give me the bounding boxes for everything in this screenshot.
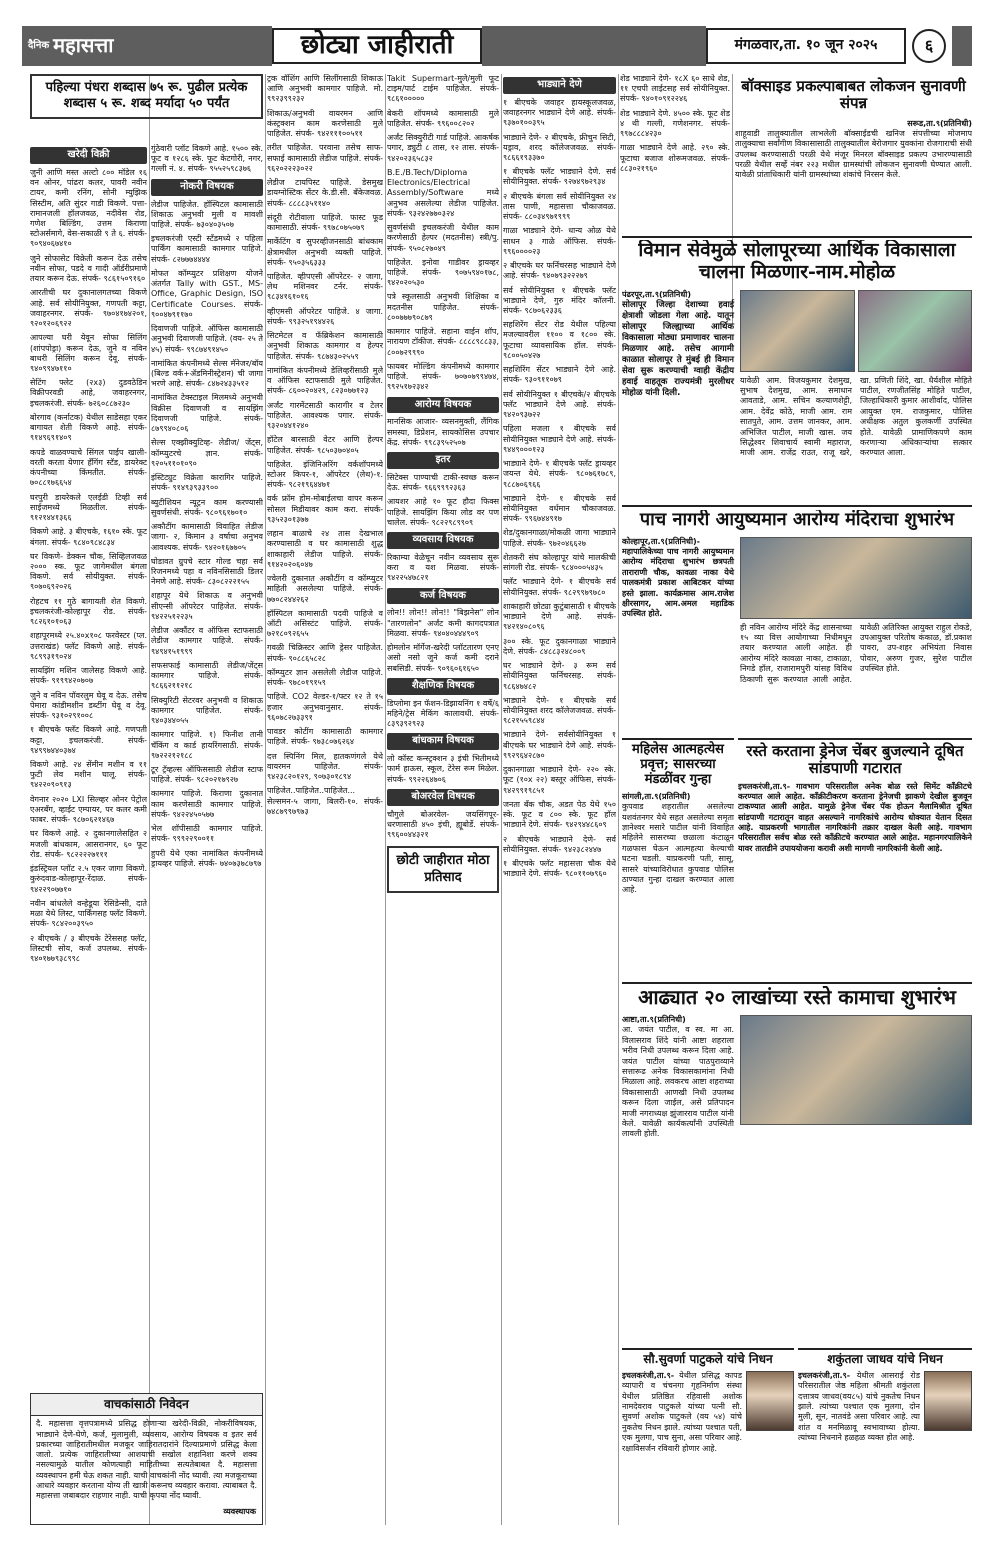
section-header-construction: बांधकाम विषयक [387, 733, 499, 750]
dateline: कोल्हापूर,ता.९(प्रतिनिधी)- [622, 536, 700, 546]
ad-list [151, 144, 263, 175]
classified-ad: ट्रक वॉशिंग आणि सिलींगसाठी शिकाऊ आणि अनुभवी कामगार पाहिजे. मो. ९९२३९९२३२ [267, 74, 383, 104]
classified-ad: पाहिजेत. इनोवा गाडीवर ड्रायव्हर पाहिजे. संपर्क- ९०७५९४०१७८, ९४२०२०५३० [387, 257, 499, 288]
news-story-solapur [622, 240, 972, 550]
classified-ad: दत्त स्पिनिंग मिल, हातकणंगले येथे वायरमन पाहिजेत. संपर्क- ९४२३८२०१२९, ९०७३०१८९४ [267, 751, 383, 782]
classified-ad: मानसिक आजार- व्यसनमुक्ती, लैंगिक समस्या, डिप्रेशन, सायकोसिस उपचार केंद्र. संपर्क- ९९८३९५२५०७ [387, 417, 499, 447]
classified-ad: विकणे आहे. २४ सेंमीन मशीन व ११ फुटी लेव मशीन घालू. संपर्क- ९४२२०९०९१३ [30, 759, 147, 790]
section-header-business: व्यवसाय विषयक [387, 532, 499, 549]
classified-ad: कामगार पाहिजे. सहाना वाईन शॉप, नारायण टॉकीज. संपर्क- ८८८८९८८३३, ८००७२९९९० [387, 327, 499, 357]
classified-ad: मार्केटिंग व सुपरव्हीजनसाठी बांधकाम क्षेत्रामधील अनुभवी व्यक्ती पाहिजे. संपर्क- ९५०३५६३३३ [267, 237, 383, 267]
headline: सौ.सुवर्णा पाटुकले यांचे निधन [643, 1352, 773, 1366]
classified-ad: कामगार पाहिजे. १) फिनीश तानी चॅकिंग व कार्ड हायरिंगसाठी. संपर्क- ९७२२२१२१८८ [151, 730, 263, 760]
headline: रस्ते करताना ड्रेनेज चेंबर बुजल्याने दूषित सांडपाणी गटारात [746, 742, 964, 778]
section-header-loan: कर्ज विषयक [387, 588, 499, 605]
classified-ad: भेल शॉपीसाठी कामगार पाहिजे. संपर्क- ९९९२२९००११ [151, 824, 263, 844]
column-4 [387, 74, 499, 1525]
classified-ad: भाड्याने देणे- १ बीएचके सर्व सोयीनियुक्त शरद कॉलेजजवळ. संपर्क- ९८२१५५९८४४ [503, 695, 616, 726]
section-header-misc: इतर [387, 452, 499, 469]
section-header-rent: भाड्याने देणे [503, 77, 616, 94]
dateline: सरूड,ता.९(प्रतिनिधी) [907, 118, 972, 128]
story-lead: महापालिकेच्या पाच नागरी आयुष्यमान आरोग्य मंदिराचा शुभारंभ छत्रपती ताराराणी चौक, कावळा नाका येथे पालकमंत्री प्रकाश आबिटकर यांच्या हस्ते झाला. कार्यक्रमास आम.राजेश क्षीरसागर, आम.अमल महाडिक उपस्थित होते. [622, 547, 734, 619]
classified-ad: लोन!! लोन!! लोन!! "बिझनेस" लोन "तारणलोन" अर्जंट कमी कागदपत्रात मिळवा. संपर्क- ९४०४०४४४९०९ [387, 608, 499, 638]
brand-name: महासत्ता [53, 33, 114, 58]
classified-ad: वेगनार २०२० LXI सिल्व्हर ओनर पेट्रोल एअरबँग, व्हाईट एम्पायर, पर कलर कमी फाबर. संपर्क- ९८७०६२१४६७ [30, 794, 147, 825]
page-number: ६ [912, 29, 946, 63]
section-header-education: शैक्षणिक विषयक [387, 678, 499, 695]
ad-list [387, 810, 499, 841]
classified-ad: पत्रे स्कूलसाठी अनुभवी शिक्षिका व मदतनीस पाहिजेत. संपर्क- ८००७७७९०८७९ [387, 292, 499, 322]
classified-ad: सायझिंग मशिन जालेसह विकणे आहे. संपर्क- ९१९९४२०७०७ [30, 666, 147, 686]
classified-ad: आपल्या घरी येवून सोफा सिलिंग (शांपपोड्रा) करून देऊ, जुने व नविन बाथरी सिलिंग करून देवू. संपर्क- ९४०९९४७११० [30, 333, 147, 374]
classified-ad: अकौटींग कामासाठी विवाहित लेडीज जागा- २, किमान ३ वर्षाचा अनुभव आवश्यक. संपर्क- ९४२०१६७७०५ [151, 522, 263, 552]
brand-logo [22, 26, 272, 66]
classified-ad: विकणे आहे. ३ बीएचके, १६१० स्के. फूट बंगला. संपर्क- ९८४०९८४८३४ [30, 527, 147, 547]
classified-ad: सर्व सोयीनियुक्त १ बीएचके/२ बीएचके फ्लॅट भाड्याने देणे आहे. संपर्क- ९४२०९३७२२ [503, 389, 616, 420]
section-header-sale: खरेदी विक्री [30, 147, 147, 164]
classified-ad: २ बीएचके घर फर्निचरसह भाड्याने देणे आहे. संपर्क- ९४०७९३२२२७९ [503, 261, 616, 281]
classified-ad: लहान बाळाचे २४ तास देखभाल करण्यासाठी व घर कामासाठी शुद्ध शाकाहारी लेडीज पाहिजे. संपर्क- ९१४२०२०६०४७ [267, 529, 383, 569]
classified-ad: ब्युटीशियन न्यूट्रन काम करण्यासी सुवर्णसंधी. संपर्क- ९८०९६१७०१० [151, 497, 263, 517]
classified-ad: पाहिजेत. इंजिनिअरिंग वर्कशॉपमध्ये स्टोअर किपर-१, ऑपरेटर (लेथ)-१. संपर्क- ९८२१९६४४७१ [267, 459, 383, 490]
section-header-borewell: बोअरवेल विषयक [387, 789, 499, 806]
classified-ad: शेड भाड्याने देणे. ४५०० स्के. फूट शेड ४ थी गल्ली, गणेशनगर. संपर्क- ९९७८८८४२३० [620, 108, 730, 139]
ad-list [387, 74, 499, 393]
headline: पाच नागरी आयुष्यमान आरोग्य मंदिराचा शुभारंभ [639, 510, 955, 530]
classified-ad: गवळी चिक्रिस्टर आणि ड्रेसर पाहिजेत. संपर्क- ९०८८६५८२८ [267, 643, 383, 663]
classified-ad: बेकरी शॉपमध्ये कामासाठी मुले पाहिजेत. संपर्क- ९९६००८२०२ [387, 108, 499, 128]
classified-ad: पावडर कोटींग कामासाठी कामगार पाहिजे. संपर्क- ९७३८०७६२६४ [267, 727, 383, 747]
classified-ad: अर्जंट सिक्युरीटी गार्ड पाहिजे. आकर्षक पगार, ड्युटी ८ तास, १२ तास. संपर्क- ९४२०२३६५८३२ [387, 133, 499, 163]
section-title: छोट्या जाहीराती [272, 28, 482, 64]
dateline: आष्टा,ता.९(प्रतिनिधी) [622, 1015, 686, 1024]
classified-ad: अर्जंट गारमेंटसाठी कारागीर व टेलर पाहिजेत. आवश्यक पगार. संपर्क- ९३२०४४१२४० [267, 400, 383, 431]
story-body: यावेळी आम. विजयकुमार देशमुख, सुभाष देशमुख, आम. समाधान आवताडे, आम. सचिन कल्याणशेट्टी, आम. देवेंद्र कोठे, माजी आम. राम सातपुते, आम. उत्तम जानकर, आम. अभिजित पाटील, माजी खास. जय सिद्धेश्वर शिवाचार्य स्वामी महाराज, माजी आम. राजेंद्र राउत, राजू खरे, खा. प्रणिती शिंदे, खा. धैर्यशील मोहिते पाटील, रणजीतसिंह मोहिते पाटील, जिल्हाधिकारी कुमार आशीर्वाद, पोलिस आयुक्त एम. राजकुमार, पोलिस अधीक्षक अतुल कुलकर्णी उपस्थित होते. यावेळी प्रामाणिकपणे काम करणाऱ्या अधिकाऱ्यांचा सत्कार करण्यात आला. [740, 375, 972, 458]
classified-ad: इंस्टिट्युट विक्रेता कारागिर पाहिजे. संपर्क- ९१४९३९३३९०० [151, 473, 263, 493]
classified-ad: घरपुरी डायरेकले एलईडी टिव्ही सर्व साईजमध्ये मिळतील. संपर्क- ९१२१४४१३६६ [30, 492, 147, 523]
classified-ad: सफसफाई कामासाठी लेडीज/जेंट्स कामगार पाहिजे. संपर्क- ९८६६२११२१८ [151, 660, 263, 691]
classified-ad: हॉस्पिटल कामासाठी पदवी पाहिजे व ऑटी असिस्टंट पाहिजे. संपर्क- ७२१८०९२६५५ [267, 608, 383, 639]
portrait-photo [746, 1371, 794, 1431]
classified-ad: पाहिजे. CO2 वेल्डर-१/फ्टर १२ ते १५ हजार अनुभवानुसार. संपर्क- ९६०७८२७३३९१ [267, 692, 383, 722]
classified-ad: रिकाम्या वेळेचून नवीन व्यवसाय सुरू करा व यश मिळवा. संपर्क- ९४२२५४७८२१ [387, 552, 499, 583]
dateline: इचलकरंजी,ता.९- [622, 1370, 675, 1380]
story-body: गावभाग परिसरातील अनेक बोळ रस्ते सिमेंट काँक्रीटचे करण्यात आले आहेत. काँक्रीटीकरण करताना ड्रेनेजची झाकणे देखील बुजवून टाकण्यात आली आहेत. यामुळे ड्रेनेज चेंबर पॅक होऊन मैलामिश्रीत दूषित सांडपाणी गटारातून वाहत असल्याने नागरिकांचे आरोग्य धोक्यात येतान दिसत आहे. याप्रकरणी भागातील नागरिकांनी तक्रार दाखल केली आहे. गावभाग परिसरातील सर्वच बोळ रस्ते काँक्रीटचे करण्यात आले आहेत. महानगरपालिकेने यावर तातडीने उपाययोजना करावी अशी मागणी नागरिकांनी केली आहे. [738, 781, 972, 853]
classified-ad: आयशर आहे १० फूट हौदा फिक्स पाहिजे. सायझिंग किया लोड वर पण चालेल. संपर्क- ९८२२९८९९०९ [387, 497, 499, 527]
ad-list [387, 417, 499, 448]
classified-ad: सिटेक्स पाण्याची टाकी-स्वच्छ करून देऊ. संपर्क- ९६६९९९२३६३ [387, 472, 499, 493]
issue-date: मंगळवार,ता. १० जून २०२५ [706, 28, 906, 64]
classified-ad: ३०० स्के. फूट दुकानगाळा भाड्याने देणे. संपर्क- ८४८८३२४८००९ [503, 636, 616, 656]
classified-ad: पाहिजेत..पाहिजेत..पाहिजेत... सेल्समन-५ जागा, बिलरी-१०. संपर्क- ७४८७९९७९७३ [267, 786, 383, 816]
story-body: आ. जयंत पाटील, व स्व. मा आ. विलासराव शिंदे यांनी आष्टा शहराला भरीव निधी उपलब्ध करून दिला आहे. जयंत पाटील यांच्या पाठपुराव्याने सत्तारूढ अनेक विकासकामांना निधी मिळाला आहे. लवकरच आष्टा शहराच्या विकासासाठी आणखी निधी उपलब्ध करून दिला जाईल, असे प्रतिपादन माजी नगराध्यक्ष झुंजारराव पाटील यांनी केले. यावेळी कार्यकर्त्यांनी उपस्थिती लावली होती. [622, 1025, 734, 1139]
classified-ad: सर्व सोयीनियुक्त १ बीएचके फ्लॅट भाड्याने देणे, गुरु मंदिर कॉलनी. संपर्क- ९८७०६२३३६ [503, 285, 616, 316]
classified-ad: नामांकित टेक्स्टाइल मिलमध्ये अनुभवी विक्रीस दिवाणजी व सायझिंग दिवाणजी पाहिजे. संपर्क- ८७९९४०८०६ [151, 393, 263, 434]
classified-ad: घर भाड्याने देणे- ३ रूम सर्व सोयीनियुक्त फर्निचरसह. संपर्क- ९८६४७४८२ [503, 661, 616, 691]
classified-ad: शिकाऊ/अनुभवी वायरमन आणि कंस्ट्रक्शन काम करणेसाठी मुले पाहिजेत. संपर्क- ९४२१११००५११ [267, 108, 383, 139]
classified-ad: लेडीज अकौंटर व ऑफिस स्टाफसाठी लेडीज कामगार पाहिजे. संपर्क- ९४९४१५१९९९ [151, 626, 263, 656]
classified-ad: सहशिरेंग सेंटर रोड येथील पहिल्या मजल्यावरील ११०० व १८०० स्के. फूटाचा व्यावसायिक हॉल. संपर्क- ९८००५०४२७ [503, 320, 616, 360]
classified-ad: मोफत कॉम्प्युटर प्रशिक्षण योजने अंतर्गत Tally with GST., MS-Office, Graphic Design, ISO Certificate Courses. संपर्क- ९००४७९११७० [151, 268, 263, 319]
ad-list [30, 168, 147, 964]
event-photo [740, 537, 972, 619]
ad-list [503, 98, 616, 880]
classified-ad: फायबर मोल्डिंग कंपनीमध्ये कामगार पाहिजे. संपर्क- ७०७०७९९४७४, ९९२५१७२३४२ [387, 361, 499, 392]
headline: महिलेस आत्महत्येस प्रवृत्त; सासरच्या मंडळींवर गुन्हा [632, 742, 724, 787]
news-story-bauxite [735, 74, 972, 234]
classified-ad: दुकानगाळा भाड्याने देणे- २२० स्के. फूट (१०x २२) बस्तूर ऑफिस, संपर्क- ९४२९९१९८५१ [503, 765, 616, 795]
classified-ad: शाकाहारी छोट्या कुटुंबासाठी १ बीएचके भाड्याने देणे आहे. संपर्क- ९४२१४०८०९६ [503, 601, 616, 632]
classified-ad: सिटमेटल व फॅब्रिकेशन कामासाठी अनुभवी शिकाऊ कामगार व हेल्पर पाहिजेत. संपर्क- ९८७४३०२५५९ [267, 331, 383, 361]
classified-ad: लो कॉस्ट कन्स्ट्रक्शन ३ इंची भितीमध्ये फार्म हाऊस, स्कूल, टेरेस रूम मिळेल. संपर्क- ९९२२६४७०६ [387, 754, 499, 784]
obituary-suvarna-patukale [622, 1348, 794, 1525]
brand-small: दैनिक [28, 39, 50, 51]
classified-ad: शेतकरी संघ कोल्हापूर यांचे मालकीची सांगली रोड. संपर्क- ९८४०००५४३५ [503, 552, 616, 573]
classified-ad: जुने सोफासेट विक्रेती करून देऊ तसेच नवीन सोफा, पडदे व गादी ऑर्डरीप्रमाणे तयार करून देऊ. संपर्क- ९८६१५०९१६० [30, 253, 147, 284]
rate-box-wrap [30, 74, 263, 138]
classified-ad: भाड्याने देणे- १ बीएचके फ्लॅट ड्रायव्हर जयन्त येथे. संपर्क- ९८०७६१७८९, ९८८७०६९६६ [503, 459, 616, 489]
classified-ad: तरीत पाहिजेत. परवाना तसेच साफ-सफाई कामासाठी लेडीज पाहिजे. संपर्क- ९६२०२२२३०२२ [267, 143, 383, 173]
classified-ad: शेड/दुकानगाळा/मोकळी जागा भाड्याने पाहिजे. संपर्क- ९७२०४६६२७ [503, 528, 616, 548]
dateline: सांगली,ता.९(प्रतिनिधी) [622, 791, 691, 801]
notice-body: दै. महासत्ता वृत्तपत्रामध्ये प्रसिद्ध होणाऱ्या खरेदी-विक्री, नोकरीविषयक, भाड्याने देणे-घेणे, कर्ज, मुलामुली, व्यवसाय, आरोग्य विषयक व इतर सर्व प्रकारच्या जाहिरातीमधील मजकूर जाहिरातदारांने दिल्याप्रमाणे प्रसिद्ध केला जातो. प्रत्येक जाहिरातीच्या आशयाची सखोल शहानिशा करणे शक्य नसल्यामुळे यातील कोणत्याही माहितीच्या सत्यतेबाबत दै. महासत्ता व्यवस्थापन हमी घेऊ शकत नाही. याची वाचकांनी नोंद घ्यावी. त्या मजकूराच्या आधारे व्यवहार करताना योग्य ती खात्री करूनच व्यवहार करावा. त्याबाबत दै. महासत्ता जबाबदार राहणार नाही. याची कृपया नोंद घ्यावी. [36, 1419, 257, 1500]
column-2 [151, 144, 263, 1385]
reader-notice [30, 1393, 263, 1525]
classified-ad: १ बीएचके जवाहर हायस्कूलजवळ, जवाहरनगर भाड्याने देणे आहे. संपर्क- ९३७०१००३९५ [503, 97, 616, 128]
classified-ad: गाळा भाड्याने देणे- धान्य ओळ येथे साधन ३ गाळे ऑफिस. संपर्क- ९९६००००२३ [503, 226, 616, 256]
classified-ad: B.E./B.Tech/Diploma Electronics/Electrical Assembly/Software मध्ये अनुभव असलेल्या लेडीज पाहिजेत. संपर्क- ९३२४२७७०३२४ [387, 167, 499, 218]
news-story-health-centres [622, 510, 972, 735]
classified-ad: हुपरी येथे एका नामांकित कंपनीमध्ये ड्रायव्हर पाहिजे. संपर्क- ७४०७३७८७९७ [151, 848, 263, 868]
classified-ad: २ बीएचके भाड्याने देणे- सर्व सोयीनियुक्त. संपर्क- ९४२३८२४४७ [503, 834, 616, 854]
event-photo [740, 1015, 972, 1125]
classified-ad: भाड्याने देणे- सर्वसोयीनियुक्त १ बीएचके घर भाड्याने देणे आहे. संपर्क- ९९२९६४२८७० [503, 730, 616, 760]
classified-ad: गुंठेवारी प्लॉट विकणे आहे. १५०० स्के. फूट व १२८६ स्के. फूट केटगोरी, नगर, गल्ली नं. ४. संपर्क- ९५५२५९८३७६ [151, 144, 263, 174]
classified-ad: जुनी आणि मस्त अल्टो ८०० मॉडेल १६ वन ओनर, पांढरा कलर, पावरी नवीन टायर, कमी रनिंग, सोनी म्युझिक सिस्टीम, अति सुंदर गाडी विकणे. पत्ता- रामानजली हॉलजवळ, नदीवेस रोड, गणेश बिल्डिंग, उत्तम किराणा स्टोअर्समागे, वेस-सकाळी ९ ते ६. संपर्क- ९०९४०६७४१० [30, 167, 147, 249]
classified-ad: नवीन बांधलेले वन्हेडूया रेसिडेन्सी, दाते मळा येथे लिस्ट, पार्किंगसह फ्लॅट विकणे. संपर्क- ९८४२००३९५० [30, 898, 147, 929]
classified-ad: चौगुले बोअरवेल- जयसिंगपूर- धरणासाठी ४५० इंची, ह्यूबोर्डे. संपर्क- ९९६००४४३२१ [387, 809, 499, 839]
classified-ad: घर विकणे आहे. २ दुकानगालेसहित २ मजली बांधकाम, आसरानगर, ६० फूट रोड. संपर्क- ९८२२२२७१११ [30, 829, 147, 859]
ad-list [387, 553, 499, 584]
headline: शकुंतला जाधव यांचे निधन [827, 1352, 943, 1366]
classified-ad: सहशिरिंग सेंटर भाड्याने देणे आहे. संपर्क- ९३०९११०७९ [503, 365, 616, 385]
classified-ad: १ बीएचके फ्लॅट महासत्ता चौक येथे भाड्याने देणे. संपर्क- ९८०११०७९६० [503, 859, 616, 879]
classified-ad: कामगार पाहिजे. किराणा दुकानात काम करणेसाठी कामगार पाहिजे. संपर्क- ९४२२४५०५७७ [151, 789, 263, 819]
story-lead: सोलापूर जिल्हा देशाच्या हवाई क्षेत्राशी जोडला गेला आहे. यातून सोलापूर जिल्ह्याच्या आर्थिक विकासाला मोठ्या प्रमाणावर चालना मिळणार आहे. तसेच आगामी काळात सोलापूर ते मुंबई ही विमान सेवा सुरू करण्याची ग्वाही केंद्रीय हवाई वाहतूक राज्यमंत्री मुरलीधर मोहोळ यांनी दिली. [622, 300, 734, 399]
ad-list [620, 74, 730, 174]
classified-ad: कॉम्प्युटर ज्ञान असलेली लेडीज पाहिजे. संपर्क- ९७८०१९१५९ [267, 667, 383, 688]
ad-list [151, 200, 263, 870]
classified-ad: लेडीज पाहिजेत. हॉस्पिटल कामासाठी शिकाऊ अनुभवी मुली व मावशी पाहिजे. संपर्क- ७३०४०३५०७ [151, 199, 263, 229]
section-header-health: आरोग्य विषयक [387, 397, 499, 414]
classified-ad: दिवाणजी पाहिजे. ऑफिस कामासाठी अनुभवी दिवाणजी पाहिजे. (वय- २५ ते ४५) संपर्क- ९९८७४९१४५० [151, 324, 263, 354]
event-photo [740, 290, 855, 372]
ad-list [387, 699, 499, 730]
dateline: इचलकरंजी,ता.९- [798, 1370, 851, 1380]
classified-ad: १ बीएचके फ्लॅट भाड्याने देणे. सर्व सोयीनियुक्त. संपर्क- ९२७४९७२९३४ [503, 167, 616, 187]
classified-ad: संदूरी रोटीवाला पाहिजे. फास्ट फूड कामासाठी. संपर्क- ९९७८०७५०७९ [267, 212, 383, 233]
masthead [22, 26, 972, 66]
classified-ad: होमलोन मॉर्गेज-खरेदी प्लॉटतारण एनए असो नसो जुने कर्ज कमी दराने सबसिडी. संपर्क- ९०९६०६१६५० [387, 643, 499, 673]
classified-ad: पहिला मजला १ बीएचके सर्व सोयीनियुक्त भाड्याने देणे आहे. संपर्क- ९४४९०००१२३ [503, 424, 616, 454]
classified-ad: रोहटच ११ गुठे बागायती शेत विकणे. इचलकरंजी-कोल्हापूर रोड. संपर्क- ९८२६१०१०६३ [30, 596, 147, 627]
obituary-shakuntala-jadhav [798, 1348, 972, 1525]
classified-ad: नामांकित कंपनीमध्ये डेलिव्हरीसाठी मुले व ऑफिस स्टाफसाठी मुले पाहिजेत. संपर्क- ८६००२०४२९, ८२३०७७१२३ [267, 365, 383, 396]
notice-title: वाचकांसाठी निवेदन [31, 1394, 262, 1416]
ad-list [387, 608, 499, 673]
classified-ad: भाड्याने देणे- २ बीएचके, फ्रीचुन सिटी, यड्राव, शरद कॉलेजजवळ. संपर्क- ९८६६१९३३७० [503, 132, 616, 162]
news-story-suicide [622, 738, 734, 978]
classified-ad: जुने व नविन पॉवरलुम घेवू व देऊ. तसेच पेमारा कांडीमशीन डब्टींग घेवू व देवू. संपर्क- ९३१०२९१००८ [30, 690, 147, 721]
classified-ad: शहापूरमध्ये २५.४०x१०८ फरवेस्टर (प्ल. उत्तराखंड) फ्लॅट विकणे आहे. संपर्क- ९८९९३१९०२४ [30, 631, 147, 661]
story-body: शाहूवाडी तालुक्यातील लाभलेली बॉक्साईडची खनिज संपत्तीच्या मोजमाप तालुक्याचा सर्वांगीण विकासासाठी तालुक्यातील बेरोजगार युवकांना रोजगाराची संधी उपलब्ध करण्यासाठी परळी येथे मंजूर मिनरल बॉक्साइड प्रकल्प उभारण्यासाठी परळी येथील सर्व्हे नंबर २२३ मधील ग्रामस्थांची लोकजन सुनावणी घेण्यात आली. यावेळी प्रांताधिकारी यांनी ग्रामस्थांच्या शंकांचे निरसन केले. [735, 128, 972, 180]
portrait-photo [924, 1371, 972, 1431]
classified-ad: इंडस्ट्रियल प्लॉट २.५ एकर जागा विकणे. कुरुंदवाड-कोल्हापूर-रेंदाळ. संपर्क- ९४२२९०७७१० [30, 864, 147, 894]
headline: आढ्यात २० लाखांच्या रस्ते कामाचा शुभारंभ [638, 986, 956, 1009]
classified-ad: बोरगाव (कर्नाटक) येथील साडेसहा एकर बागायत शेती विकणे आहे. संपर्क- ९१४९६९१४०९ [30, 412, 147, 443]
column-5 [503, 74, 616, 1525]
classified-ad: लेडीज टायपिस्ट पाहिजे. डेसमुख डायग्नोस्टिक सेंटर के.डी.सी. बँकेजवळ. संपर्क- ८८८८३५११४० [267, 178, 383, 208]
classified-ad: आरतीची घर दुकानालगतच्या विकणे आहे. सर्व सोयीनियुक्त, गणपती कट्टा, जवाहरनगर. संपर्क- ९७०४१७४२०१, ९२०१२०६९२२ [30, 288, 147, 329]
classified-ad: कपडे वाळवण्याचे सिंगल पाईप खाली-वरती करता येणार हँगिंग स्टॅड, डायरेक्ट कंपनीच्या किंमतीत. संपर्क- ७०८८१७६६५४ [30, 447, 147, 488]
column-6 [620, 74, 730, 255]
classified-ad: सेटिंग फ्लेट (२x३) दुडवठेडिन विक्रीपरवडी आहे, जवाहरनगर, इचलकरंजी. संपर्क- ७२६०८८७२३० [30, 378, 147, 408]
obituary-body: येथील प्रसिद्ध कापड व्यापारी व चंचनगा गृहनिर्माण संस्था येथील प्रतिष्ठित रहिवासी अशोक नामदेवराव पाटुकले यांच्या पत्नी सौ. सुवर्णा अशोक पाटुकले (वय ५४) यांचे नुकतेच निधन झाले. त्यांच्या पश्चात पती, एक मुलगा, पाच सुना, असा परिवार आहे. रक्षाविसर्जन रविवारी होणार आहे. [622, 1370, 742, 1453]
classified-ad: १ बीएचके फ्लॅट विकणे आहे. गणपती कट्टा, इचलकरंजी. संपर्क- ९४९९७४४०३७४ [30, 725, 147, 755]
news-story-road-works [622, 986, 972, 1346]
ad-list [267, 74, 383, 817]
classified-ad: सुवर्णसंधी इचलकरंजी येथील काम करणेसाठी हेल्पर (मदतनीस) स्त्री/पु. संपर्क- ९५०८२७०४९ [387, 223, 499, 253]
classified-ad: Takit Supermart-मुले/मुली फूट टाइम/पार्ट टाईम पाहिजेत. संपर्क- ९८६१००००० [387, 74, 499, 104]
classified-ad: वर्क फ्रॉम होम-मोबाईलचा वापर करून सोसल मिडीयावर काम करा. संपर्क- ९३५२३०१३७७ [267, 494, 383, 524]
classified-ad: व्हीएमसी ऑपरेटर पाहिजे. ४ जागा. संपर्क- ९९३२५१९४४२६ [267, 306, 383, 326]
classified-ad: सिक्युरिटी सेटरवर अनुभवी व शिकाऊ कामगार पाहिजेत. संपर्क- ९४०३४४०५५ [151, 695, 263, 726]
classified-ad: घर विकणे- डेक्कन चौक, सिव्हिलजवळ २००० स्क. फूट जागेमधील बंगला विकणे. सर्व सोयीयुक्त. संपर्क- ९०७०६९२०२६ [30, 551, 147, 592]
section-header-jobs: नोकरी विषयक [151, 179, 263, 196]
column-1 [30, 144, 147, 1385]
classified-ad: फ्लॅट भाड्याने देणे- १ बीएचके सर्व सोयीनियुक्त. संपर्क- ९८२९९७९७८० [503, 577, 616, 597]
classified-ad: डिप्लोमा इन फॅशन-डिझायनिंग १ वर्षे/६ महिने/ट्रेस मेकिंग कालावधी. संपर्क- ८३९३९२९२३ [387, 698, 499, 728]
rate-box: पहिल्या पंधरा शब्दास ७५ रू. पुढील प्रत्येक शब्दास ५ रू. शब्द मर्यादा ५० पर्यंत [30, 74, 263, 119]
classified-ad: हॉटेल बारसाठी वेटर आणि हेल्पर पाहिजेत. संपर्क- ९८५०३७०४०५ [267, 435, 383, 455]
story-body: कुपवाड शहरातील असलेल्या यशवंतनगर येथे सहत असलेल्या समृता ज्ञानेश्वर मसारे पाटील यांनी विवाहित महिलेने सासरच्या छळाला कंटाळून गळफास घेऊन आत्महत्या केल्याची घटना घडली. याप्रकरणी पती, सासू, सासरे यांच्याविरोधात कुपवाड पोलिस ठाण्यात गुन्हा दाखल करण्यात आला आहे. [622, 802, 734, 895]
classified-ad: ज्वेलरी दुकानात अकौटींग व कॉम्प्युटर माहिती असलेल्या पाहिजे. संपर्क- ७७०८२४४२६२ [267, 574, 383, 604]
ad-list [387, 473, 499, 528]
classified-ad: गाळा भाड्याने देणे आहे. २९० स्के. फूटाचा बजाज शोरूमजवळ. संपर्क- ८८३०२१९६० [620, 143, 730, 173]
classified-ad: नामांकित कंपनीमध्ये सेल्स मॅनेजर/बॉय (बिल्ड वर्क+ॲडमिनीस्ट्रेशन) ची जागा भरणे आहे. संपर्क- ८४७२४३३५१२ [151, 358, 263, 389]
news-story-drainage [738, 738, 972, 978]
ad-list [387, 754, 499, 785]
classified-ad: घोडावत ग्रुपचे स्टार गोल्ड चहा सर्व रिजनमध्ये पहा व नविनसिसाठी डिलर नेमणे आहे. संपर्क- ८३०८२२२१५५ [151, 556, 263, 587]
classified-ad: सेल्स एक्झीक्युटिव्ह- लेडीज/ जेंट्स, कॉम्प्युटरचे ज्ञान. संपर्क- ९२०५११०१०९० [151, 438, 263, 468]
classified-ad: टूर ट्रॅव्हल्स ऑफिससाठी लेडीज स्टाफ पाहिजे. संपर्क- ९८२०२१७९२७ [151, 764, 263, 785]
classified-ad: २ बीएचके / ३ बीएचके टेरेससह फ्लॅट, लिस्टची सोय, कर्ज उपलब्ध. संपर्क- ९४०१७७९३८९९८ [30, 933, 147, 963]
small-ad-promo-box: छोटी जाहीरात मोठा प्रतिसाद [387, 846, 499, 893]
obituary-body: येथील आसराई रोड परिसरातील जेष्ठ महिला श्रीमती शकुंतला दत्तात्रय जाधव(वय८५) यांचे नुकतेच निधन झाले. त्यांच्या पश्चात एक मुलगा, दोन मुली, सून, नातवंडे असा परिवार आहे. त्या शांत व मनमिळावू स्वभावाच्या होत्या. त्यांच्या निधनाने हळहळ व्यक्त होत आहे. [798, 1370, 920, 1443]
dateline: पंढरपूर,ता.९(प्रतिनिधी) [622, 289, 692, 299]
dateline: इचलकरंजी,ता.९- [738, 781, 791, 791]
classified-ad: शेड भाड्याने देणे- १८X ६० साधे शेड, ११ एचपी लाईटसह सर्व सोयीनियुक्त. संपर्क- ९४०१०९१२२४६ [620, 74, 730, 104]
classified-ad: पाहिजेत. व्हीपएसी ऑपरेटर- २ जागा, लेथ मशिनवर टर्नर. संपर्क- ९८३४१६१०१६ [267, 271, 383, 302]
classified-ad: भाड्याने देणे- १ बीएचके सर्व सोयीनियुक्त वर्धमान चौकाजवळ. संपर्क- ९९६७४४९१७ [503, 493, 616, 524]
headline: विमान सेवेमुळे सोलापूरच्या आर्थिक विकासाला चालना मिळणार-नाम.मोहोळ [638, 240, 956, 283]
classified-ad: जनता बँक चौक, अडत पेठ येथे १५० स्के. फूट व ८०० स्के. फूट हॉल भाड्याने देणे. संपर्क- ९४२९४४८६०९ [503, 799, 616, 830]
classified-ad: इचलकरंजी एस्टी स्टॅंडमध्ये २ पहिला पार्किंग कामासाठी कामगार पाहिजे. संपर्क- ८२७७७४४४४ [151, 234, 263, 264]
column-3 [267, 74, 383, 1525]
story-body: ही नविन आरोग्य मंदिरे केंद्र शासनाच्या १५ व्या वित्त आयोगाच्या निधीमधून तयार करण्यात आली आहेत. ही आरोग्य मंदिरे कावळा नाका, टाकाळा, निगडे हॉल, राजारामपुरी यांसह विविध ठिकाणी सुरू करण्यात आली आहेत. यावेळी अतिरिक्त आयुक्त राहुल रोकडे, उपआयुक्त परितोष कंकाळ, डॉ.प्रकाश पावरा, उप-शहर अभियंता निवास पोवार, अरुण गुजर, सुरेश पाटील उपस्थित होते. [740, 622, 972, 684]
headline: बॉक्साइड प्रकल्पाबाबत लोकजन सुनावणी संपन्न [741, 77, 966, 113]
classified-ad: शहापूर येथे शिकाऊ व अनुभवी सीएन्सी ऑपरेटर पाहिजेत. संपर्क- ९४२२५१२२३५ [151, 591, 263, 621]
notice-signature: व्यवस्थापक [223, 1507, 256, 1517]
event-photo [858, 290, 973, 372]
classified-ad: २ बीएचके बंगला सर्व सोयीनियुक्त २४ तास पाणी, महासत्ता चौकाजवळ. संपर्क- ८८०३४९७१९९९ [503, 191, 616, 222]
